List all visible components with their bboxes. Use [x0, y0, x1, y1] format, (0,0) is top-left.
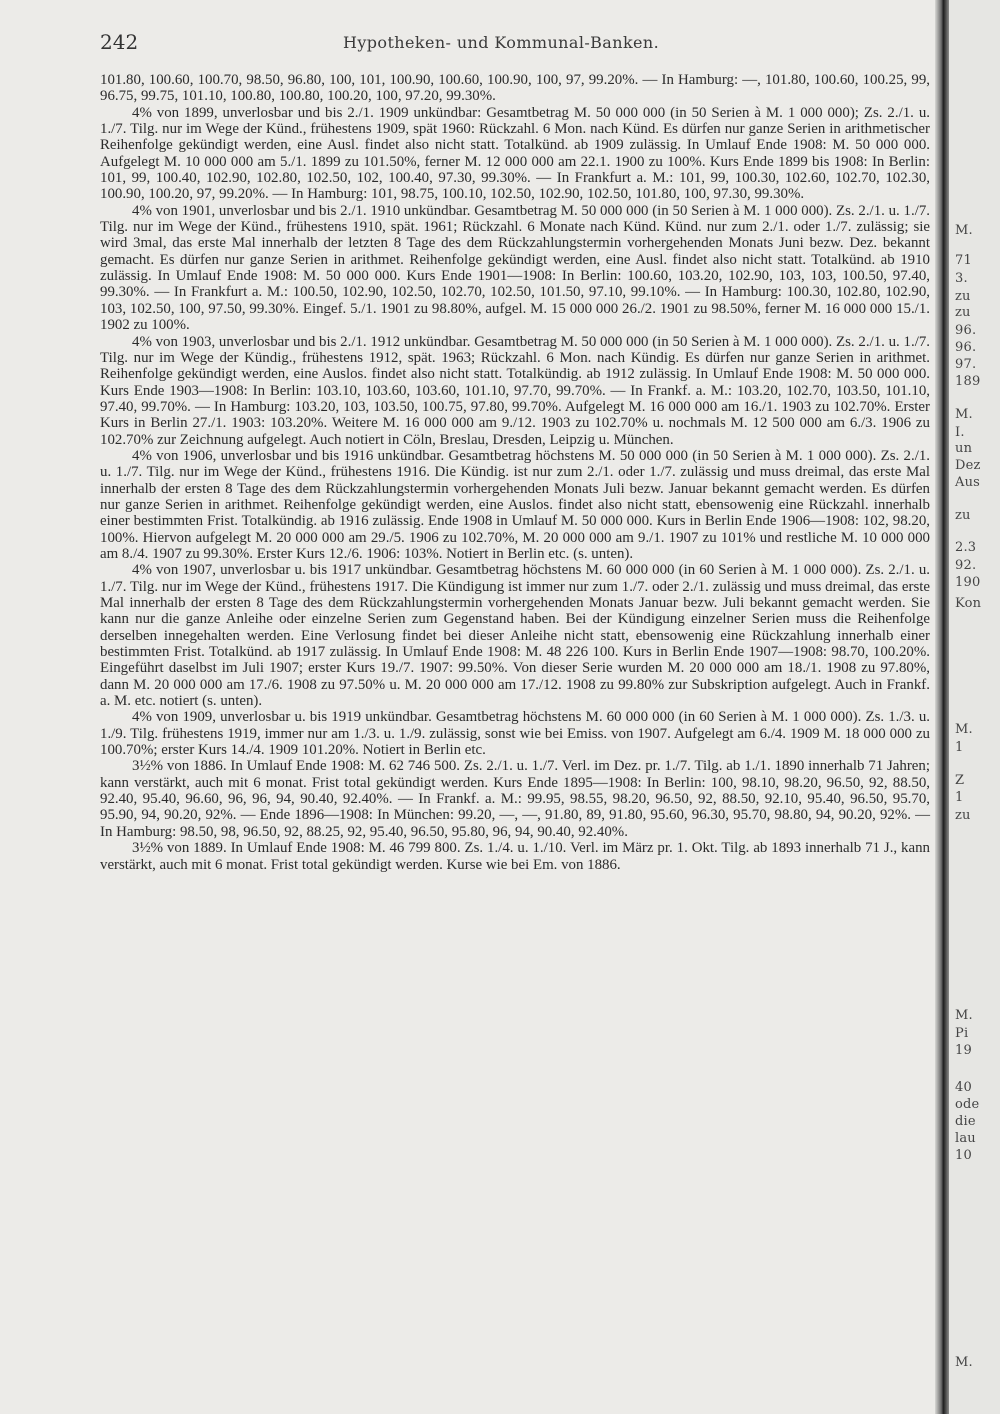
paragraph-3-5pct-1886: 3½% von 1886. In Umlauf Ende 1908: M. 62 746 500. Zs. 2./1. u. 1./7. Verl. im Dez. pr. 1./7. Tilg. ab 1./1. 1890 innerhalb 71 Jahren; kann verstärkt, auch mit 6 monat. Frist total gekündigt werden. Kurs Ende 1895—1908: In Berlin: 100, 98.10, 98.20, 96.50, 92, 88.50, 92.40, 95.40, 96.60, 96, 96, 94, 90.40, 92.40%. — In Frankf. a. M.: 99.95, 98.55, 98.20, 96.50, 92, 88.50, 92.10, 95.40, 96.50, 95.70, 95.90, 94, 90.20, 92%. — Ende 1896—1908: In München: 99.20, —, —, 91.80, 89, 91.80, 95.60, 96.30, 95.70, 98.80, 94, 90.20, 92%. — In Hamburg: 98.50, 98, 96.50, 92, 88.25, 92, 95.40, 96.50, 95.80, 96, 94, 90.40, 92.40%.	[100, 758, 930, 840]
paragraph-4pct-1909: 4% von 1909, unverlosbar u. bis 1919 unkündbar. Gesamtbetrag höchstens M. 60 000 000 (in 60 Serien à M. 1 000 000). Zs. 1./3. u. 1./9. Tilg. frühestens 1919, immer nur am 1./3. u. 1./9. zulässig, sonst wie bei Emiss. von 1907. Aufgelegt am 6./4. 1909 M. 18 000 000 zu 100.70%; erster Kurs 14./4. 1909 101.20%. Notiert in Berlin etc.	[100, 709, 930, 759]
edge-fragment: 40	[955, 1080, 972, 1095]
book-gutter	[935, 0, 949, 1414]
paragraph-price-continuation: 101.80, 100.60, 100.70, 98.50, 96.80, 100, 101, 100.90, 100.60, 100.90, 100, 97, 99.20%. — In Hamburg: —, 101.80, 100.60, 100.25, 99, 96.75, 99.75, 101.10, 100.80, 100.80, 100.20, 100, 97.20, 99.30%.	[100, 72, 930, 105]
edge-fragment: M.	[955, 1355, 973, 1370]
edge-fragment: 2.3	[955, 540, 977, 555]
edge-fragment: M.	[955, 223, 973, 238]
edge-fragment: un	[955, 441, 973, 456]
running-title: Hypotheken- und Kommunal-Banken.	[343, 33, 660, 52]
edge-fragment: ode	[955, 1097, 980, 1112]
page-header	[100, 30, 930, 58]
edge-fragment: 96.	[955, 323, 977, 338]
paragraph-4pct-1907: 4% von 1907, unverlosbar u. bis 1917 unkündbar. Gesamtbetrag höchstens M. 60 000 000 (in 60 Serien à M. 1 000 000). Zs. 2./1. u. 1./7. Tilg. nur im Wege der Künd., frühestens 1917. Die Kündigung ist immer nur zum 1./7. oder 2./1. zulässig und muss dreimal, das erste Mal innerhalb der ersten 8 Tage des dem Rückzahlungstermin vorhergehenden Monats Januar bezw. Juli bekannt gemacht werden. Sie kann nur die ganze Anleihe oder einzelne Serien zum Gegenstand haben. Bei der Kündigung einzelner Serien muss die Reihenfolge derselben innegehalten werden. Eine Verlosung findet bei dieser Anleihe nicht statt, ebensowenig eine Rückzahlung innerhalb einer bestimmten Frist. Totalkünd. ab 1917 zulässig. In Umlauf Ende 1908: M. 48 226 100. Kurs in Berlin Ende 1907—1908: 98.70, 100.20%. Eingeführt daselbst im Juli 1907; erster Kurs 19./7. 1907: 99.50%. Von dieser Serie wurden M. 20 000 000 am 18./1. 1908 zu 97.80%, dann M. 20 000 000 am 17./6. 1908 zu 97.50% u. M. 20 000 000 am 17./12. 1908 zu 99.80% zur Subskription aufgelegt. Auch in Frankf. a. M. etc. notiert (s. unten).	[100, 562, 930, 710]
edge-fragment: lau	[955, 1131, 976, 1146]
edge-fragment: 3.	[955, 271, 968, 286]
edge-fragment: M.	[955, 1008, 973, 1023]
paragraph-4pct-1899: 4% von 1899, unverlosbar und bis 2./1. 1909 unkündbar: Gesamtbetrag M. 50 000 000 (in 50 Serien à M. 1 000 000); Zs. 2./1. u. 1./7. Tilg. nur im Wege der Künd., frühestens 1909, spät 1960: Rückzahl. 6 Mon. nach Künd. Es dürfen nur ganze Serien in arithmetischer Reihenfolge gekündigt werden, eine Ausl. findet also nicht statt. Totalkünd. ab 1909 zulässig. In Umlauf Ende 1908: M. 50 000 000. Aufgelegt M. 10 000 000 am 5./1. 1899 zu 101.50%, ferner M. 12 000 000 am 22.1. 1900 zu 100%. Kurs Ende 1899 bis 1908: In Berlin: 101, 99, 100.40, 102.90, 102.80, 102.50, 102, 100.40, 97.30, 99.30%. — In Frankfurt a. M.: 101, 99, 100.30, 102.60, 102.70, 102.30, 100.90, 100.20, 97, 99.20%. — In Hamburg: 101, 98.75, 100.10, 102.50, 102.90, 102.50, 101.80, 100, 97.30, 99.30%.	[100, 104, 930, 203]
paragraph-4pct-1906: 4% von 1906, unverlosbar und bis 1916 unkündbar. Gesamtbetrag höchstens M. 50 000 000 (in 50 Serien à M. 1 000 000). Zs. 2./1. u. 1./7. Tilg. nur im Wege der Künd., frühestens 1916. Die Kündig. ist nur zum 2./1. oder 1./7. zulässig und muss dreimal, das erste Mal innerhalb der ersten 8 Tage des dem Rückzahlungstermin vorhergehenden Monats Juli bezw. Januar bekannt gemacht werden. Es dürfen nur ganze Serien in arithmet. Reihenfolge gekündigt werden, eine Auslos. findet also nicht statt, ebensowenig eine Rückzahl. innerhalb einer bestimmten Frist. Totalkündig. ab 1916 zulässig. Ende 1908 in Umlauf M. 50 000 000. Kurs in Berlin Ende 1906—1908: 102, 98.20, 100%. Hiervon aufgelegt M. 20 000 000 am 29./5. 1906 zu 102.70%, M. 20 000 000 am 9./1. 1907 zu 101% und restliche M. 10 000 000 am 8./4. 1907 zu 99.30%. Erster Kurs 12./6. 1906: 103%. Notiert in Berlin etc. (s. unten).	[100, 447, 930, 562]
paragraph-3-5pct-1889: 3½% von 1889. In Umlauf Ende 1908: M. 46 799 800. Zs. 1./4. u. 1./10. Verl. im März pr. 1. Okt. Tilg. ab 1893 innerhalb 71 J., kann verstärkt, auch mit 6 monat. Frist total gekündigt werden. Kurse wie bei Em. von 1886.	[100, 840, 930, 873]
edge-fragment: 97.	[955, 357, 977, 372]
edge-fragment: Kon	[955, 596, 982, 611]
edge-fragment: Dez	[955, 458, 981, 473]
edge-fragment: 1	[955, 740, 964, 755]
edge-fragment: Z	[955, 773, 965, 788]
edge-fragment: M.	[955, 407, 973, 422]
paragraph-4pct-1903: 4% von 1903, unverlosbar und bis 2./1. 1912 unkündbar. Gesamtbetrag M. 50 000 000 (in 50 Serien à M. 1 000 000). Zs. 2./1. u. 1./7. Tilg. nur im Wege der Kündig., frühestens 1912, spät. 1963; Rückzahl. 6 Mon. nach Kündig. Es dürfen nur ganze Serien in arithmet. Reihenfolge gekündigt werden, eine Auslos. findet also nicht statt. Totalkündig. ab 1912 zulässig. In Umlauf Ende 1908: M. 50 000 000. Kurs Ende 1903—1908: In Berlin: 103.10, 103.60, 103.60, 101.10, 97.70, 99.70%. — In Frankf. a. M.: 103.20, 102.70, 103.50, 101.10, 97.40, 99.70%. — In Hamburg: 103.20, 103, 103.50, 100.75, 97.80, 99.70%. Aufgelegt M. 16 000 000 am 16./1. 1903 zu 102.70%. Erster Kurs in Berlin 27./1. 1903: 103.20%. Weitere M. 16 000 000 am 9./12. 1903 zu 102.70% u. nochmals M. 12 500 000 am 6./3. 1906 zu 102.70% zur Zeichnung aufgelegt. Auch notiert in Cöln, Breslau, Dresden, Leipzig u. München.	[100, 333, 930, 448]
edge-fragment: 10	[955, 1148, 972, 1163]
edge-fragment: 71	[955, 253, 972, 268]
edge-fragment: 19	[955, 1043, 972, 1058]
edge-fragment: I.	[955, 425, 965, 440]
edge-fragment: 92.	[955, 558, 977, 573]
page-body	[100, 72, 930, 873]
edge-fragment: M.	[955, 722, 973, 737]
edge-fragment: zu	[955, 808, 971, 823]
paragraph-4pct-1901: 4% von 1901, unverlosbar und bis 2./1. 1910 unkündbar. Gesamtbetrag M. 50 000 000 (in 50 Serien à M. 1 000 000). Zs. 2./1. u. 1./7. Tilg. nur im Wege der Künd., frühestens 1910, spät. 1961; Rückzahl. 6 Monate nach Künd. Künd. nur zum 2./1. oder 1./7. zulässig; sie wird 3mal, das erste Mal innerhalb der letzten 8 Tage des dem Rückzahlungstermin vorhergehenden Monats Juni bezw. Dez. bekannt gemacht. Es dürfen nur ganze Serien in arithmet. Reihenfolge gekündigt werden, eine Ausl. findet also nicht statt. Totalkünd. ab 1910 zulässig. In Umlauf Ende 1908: M. 50 000 000. Kurs Ende 1901—1908: In Berlin: 100.60, 103.20, 102.90, 103, 103, 100.50, 97.40, 99.30%. — In Frankfurt a. M.: 100.50, 102.90, 102.50, 102.70, 102.50, 101.50, 97.10, 99.10%. — In Hamburg: 100.30, 102.80, 102.90, 103, 102.50, 100, 97.50, 99.30%. Eingef. 5./1. 1901 zu 98.80%, aufgel. M. 15 000 000 26./2. 1901 zu 98.50%, ferner M. 16 000 000 15./1. 1902 zu 100%.	[100, 202, 930, 334]
edge-fragment: 190	[955, 575, 981, 590]
edge-fragment: 189	[955, 374, 981, 389]
edge-fragment: 96.	[955, 340, 977, 355]
edge-fragment: die	[955, 1114, 976, 1129]
adjacent-page-edge	[949, 0, 1000, 1414]
edge-fragment: zu	[955, 508, 971, 523]
edge-fragment: Pi	[955, 1026, 969, 1041]
edge-fragment: zu	[955, 289, 971, 304]
page-number: 242	[100, 30, 139, 54]
edge-fragment: zu	[955, 305, 971, 320]
edge-fragment: Aus	[955, 475, 981, 490]
edge-fragment: 1	[955, 790, 964, 805]
